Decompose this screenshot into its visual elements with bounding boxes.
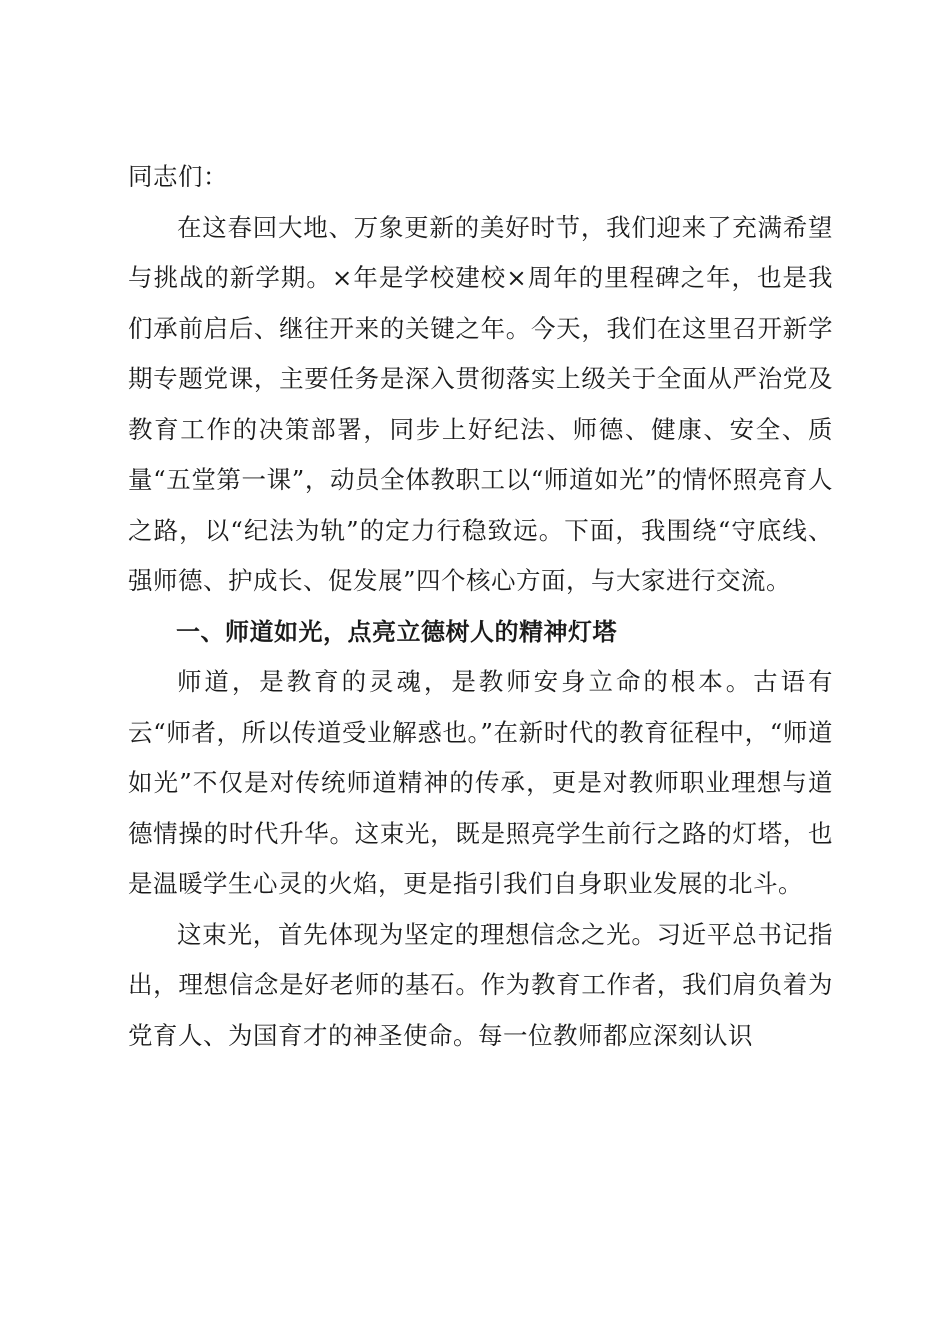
body-paragraph: 师道，是教育的灵魂，是教师安身立命的根本。古语有云“师者，所以传道受业解惑也。”在新时代的教育征程中，“师道如光”不仅是对传统师道精神的传承，更是对教师职业理想与道德情操的时代升华。这束光，既是照亮学生前行之路的灯塔，也是温暖学生心灵的火焰，更是指引我们自身职业发展的北斗。 xyxy=(128,667,833,898)
intro-paragraph: 在这春回大地、万象更新的美好时节，我们迎来了充满希望与挑战的新学期。×年是学校建校×周年的里程碑之年，也是我们承前启后、继往开来的关键之年。今天，我们在这里召开新学期专题党课，主要任务是深入贯彻落实上级关于全面从严治党及教育工作的决策部署，同步上好纪法、师德、健康、安全、质量“五堂第一课”，动员全体教职工以“师道如光”的情怀照亮育人之路，以“纪法为轨”的定力行稳致远。下面，我围绕“守底线、强师德、护成长、促发展”四个核心方面，与大家进行交流。 xyxy=(128,212,833,595)
document-body xyxy=(128,152,833,1061)
body-paragraph: 这束光，首先体现为坚定的理想信念之光。习近平总书记指出，理想信念是好老师的基石。作为教育工作者，我们肩负着为党育人、为国育才的神圣使命。每一位教师都应深刻认识 xyxy=(128,919,833,1050)
salutation: 同志们： xyxy=(128,162,228,191)
section-heading: 一、师道如光，点亮立德树人的精神灯塔 xyxy=(176,617,617,646)
